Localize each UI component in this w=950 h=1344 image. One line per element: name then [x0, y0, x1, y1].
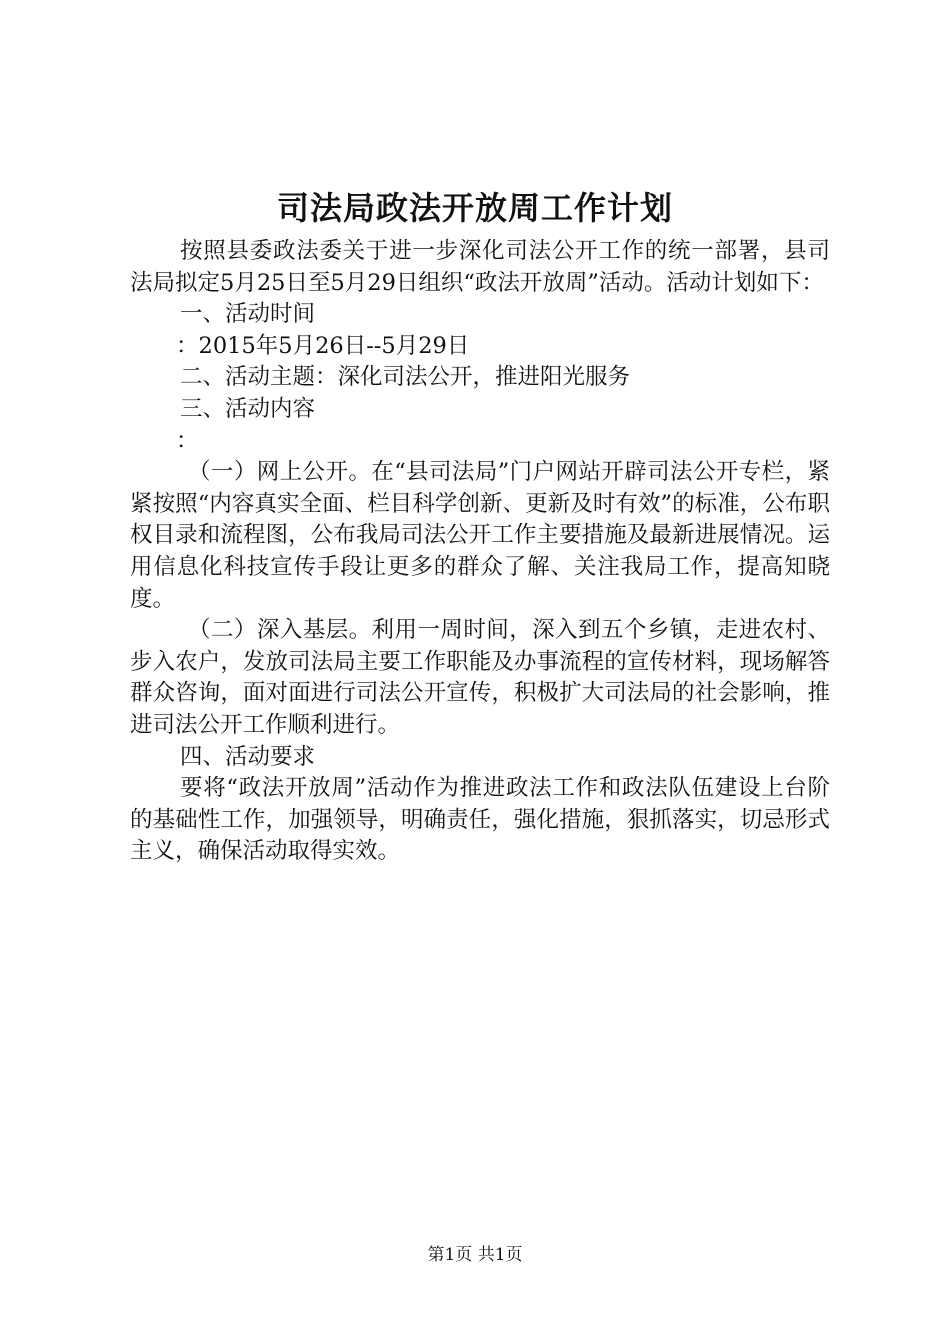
content-item-grassroots: （二）深入基层。利用一周时间，深入到五个乡镇，走进农村、步入农户，发放司法局主要工作职能及办事流程的宣传材料，现场解答群众咨询，面对面进行司法公开宣传，积极扩大司法局的社会影响，推进司法公开工作顺利进行。	[130, 617, 830, 738]
document-title: 司法局政法开放周工作计划	[276, 189, 673, 227]
document-body	[130, 236, 830, 868]
section-heading-time: 一、活动时间	[180, 301, 316, 328]
intro-paragraph: 按照县委政法委关于进一步深化司法公开工作的统一部署，县司法局拟定5月25日至5月29日组织“政法开放周”活动。活动计划如下：	[130, 238, 830, 296]
content-colon: ：	[176, 427, 199, 454]
content-item-online: （一）网上公开。在“县司法局”门户网站开辟司法公开专栏，紧紧按照“内容真实全面、栏目科学创新、更新及时有效”的标准，公布职权目录和流程图，公布我局司法公开工作主要措施及最新进展情况。运用信息化科技宣传手段让更多的群众了解、关注我局工作，提高知晓度。	[130, 459, 830, 612]
section-heading-requirements: 四、活动要求	[180, 743, 316, 770]
requirements-paragraph: 要将“政法开放周”活动作为推进政法工作和政法队伍建设上台阶的基础性工作，加强领导，明确责任，强化措施，狠抓落实，切忌形式主义，确保活动取得实效。	[130, 775, 830, 865]
section-heading-content: 三、活动内容	[180, 395, 316, 422]
section-heading-theme: 二、活动主题：深化司法公开，推进阳光服务	[180, 364, 631, 391]
page-footer: 第1页 共1页	[427, 1245, 523, 1265]
activity-time-value: ：2015年5月26日--5月29日	[176, 332, 470, 359]
